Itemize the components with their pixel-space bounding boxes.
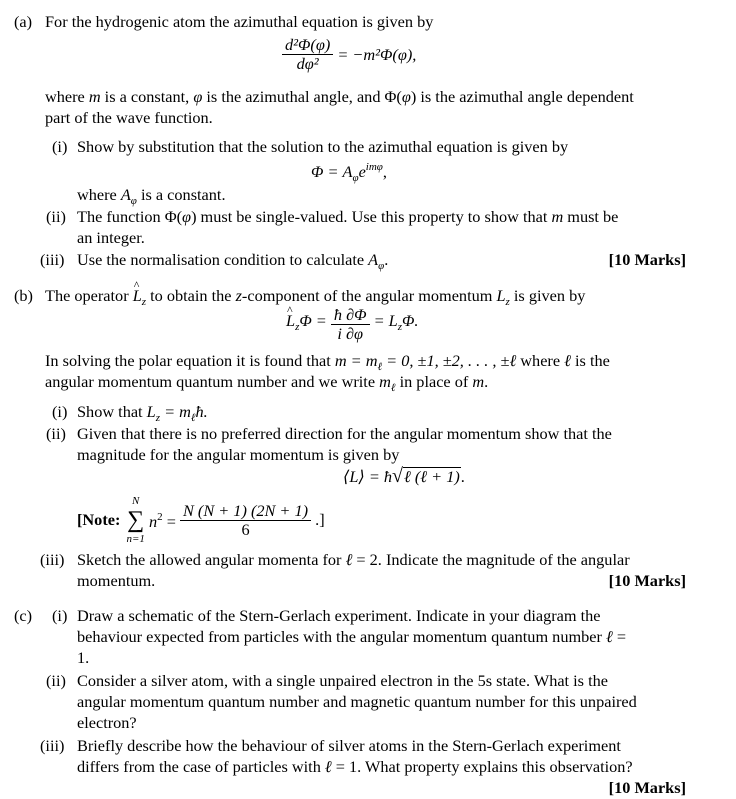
- note-fraction: $\frac{N (N + 1) (2N + 1)}{6}$: [180, 502, 311, 539]
- part-c-i-line1: Draw a schematic of the Stern-Gerlach experiment. Indicate in your diagram the: [77, 606, 601, 625]
- part-b-polar-line1: In solving the polar equation it is found that $m = m_\ell = 0$, ±1, ±2, . . . , ±ℓ where ℓ is the: [45, 351, 610, 373]
- eq-rhs: = −m²Φ(φ),: [337, 44, 417, 64]
- part-c-iii-line1: Briefly describe how the behaviour of silver atoms in the Stern-Gerlach experiment: [77, 736, 621, 755]
- part-a-intro: For the hydrogenic atom the azimuthal equation is given by: [45, 12, 434, 31]
- part-b-i-text: Show that $L_z$ = $m_\ell ħ$.: [77, 402, 208, 424]
- part-a-where-line: where m is a constant, φ is the azimuthal angle, and Φ(φ) is the azimuthal angle dependent: [45, 87, 634, 106]
- part-b-ii-line2: magnitude for the angular momentum is given by: [77, 445, 400, 464]
- part-c-i-line3: 1.: [77, 648, 90, 667]
- part-b-polar-line2: angular momentum quantum number and we write $m_\ell$ in place of m.: [45, 372, 489, 394]
- part-c-ii-line1: Consider a silver atom, with a single unpaired electron in the 5s state. What is the: [77, 671, 608, 690]
- operator-equation: ^ $L_z\Phi$ = $\frac{ħ \partial\Phi}{i \partial\varphi}$ = $L_z\Phi$.: [286, 306, 418, 343]
- part-b-intro: The operator ^ $L_z$ to obtain the z-component of the angular momentum $L_z$ is given by: [45, 285, 585, 314]
- part-b-iii-label: (iii): [40, 550, 65, 569]
- eq-numerator: d²Φ(φ): [282, 36, 333, 55]
- sqrt-content: ℓ (ℓ + 1): [404, 467, 460, 486]
- part-b-iii-line2: momentum.: [77, 571, 156, 590]
- part-a-ii-line2: an integer.: [77, 228, 145, 247]
- part-b-ii-label: (ii): [46, 424, 66, 443]
- note-formula: [Note: N ∑ n=1 $n^2$ = $\frac{N (N + 1) (2N + 1)}{6}$ .]: [77, 495, 325, 545]
- part-a-ii-label: (ii): [46, 207, 66, 226]
- operator-fraction: $\frac{ħ \partial\Phi}{i \partial\varphi}$: [331, 306, 370, 343]
- part-c-ii-line3: electron?: [77, 713, 137, 732]
- part-c-label: (c): [14, 606, 33, 625]
- part-a-i-text: Show by substitution that the solution to the azimuthal equation is given by: [77, 137, 569, 156]
- summation-symbol: N ∑ n=1: [126, 495, 145, 545]
- part-a-iii-label: (iii): [40, 250, 65, 269]
- part-c-iii-line2: differs from the case of particles with ℓ = 1. What property explains this observation?: [77, 757, 633, 776]
- part-c-marks: [10 Marks]: [608, 778, 686, 797]
- part-c-i-line2: behaviour expected from particles with the angular momentum quantum number ℓ =: [77, 627, 627, 646]
- part-c-i-label: (i): [52, 606, 68, 625]
- solution-equation: $\Phi = A_\varphi e^{im\varphi}$,: [311, 161, 387, 184]
- part-c-iii-label: (iii): [40, 736, 65, 755]
- part-c-ii-line2: angular momentum quantum number and magnetic quantum number for this unpaired: [77, 692, 637, 711]
- eq-denominator: dφ²: [296, 54, 319, 73]
- part-b-ii-line1: Given that there is no preferred direction for the angular momentum show that the: [77, 424, 612, 443]
- part-a-i-label: (i): [52, 137, 68, 156]
- part-a-ii-text: The function Φ(φ) must be single-valued. Use this property to show that m must be: [77, 207, 619, 226]
- part-a-iii-text: Use the normalisation condition to calculate $A_\varphi$.: [77, 250, 389, 272]
- part-b-i-label: (i): [52, 402, 68, 421]
- part-b-marks: [10 Marks]: [608, 571, 686, 590]
- part-a-line2: part of the wave function.: [45, 108, 213, 127]
- part-a-i-where: where $A_\varphi$ is a constant.: [77, 185, 226, 207]
- part-a-marks: [10 Marks]: [608, 250, 686, 269]
- part-b-iii-line1: Sketch the allowed angular momenta for ℓ = 2. Indicate the magnitude of the angular: [77, 550, 630, 569]
- part-c-ii-label: (ii): [46, 671, 66, 690]
- part-b-label: (b): [14, 286, 33, 305]
- magnitude-equation: ⟨L⟩ = ħ√ℓ (ℓ + 1).: [343, 465, 465, 487]
- part-a-label: (a): [14, 12, 33, 31]
- azimuthal-equation: [282, 36, 416, 73]
- azimuthal-fraction: [282, 36, 333, 73]
